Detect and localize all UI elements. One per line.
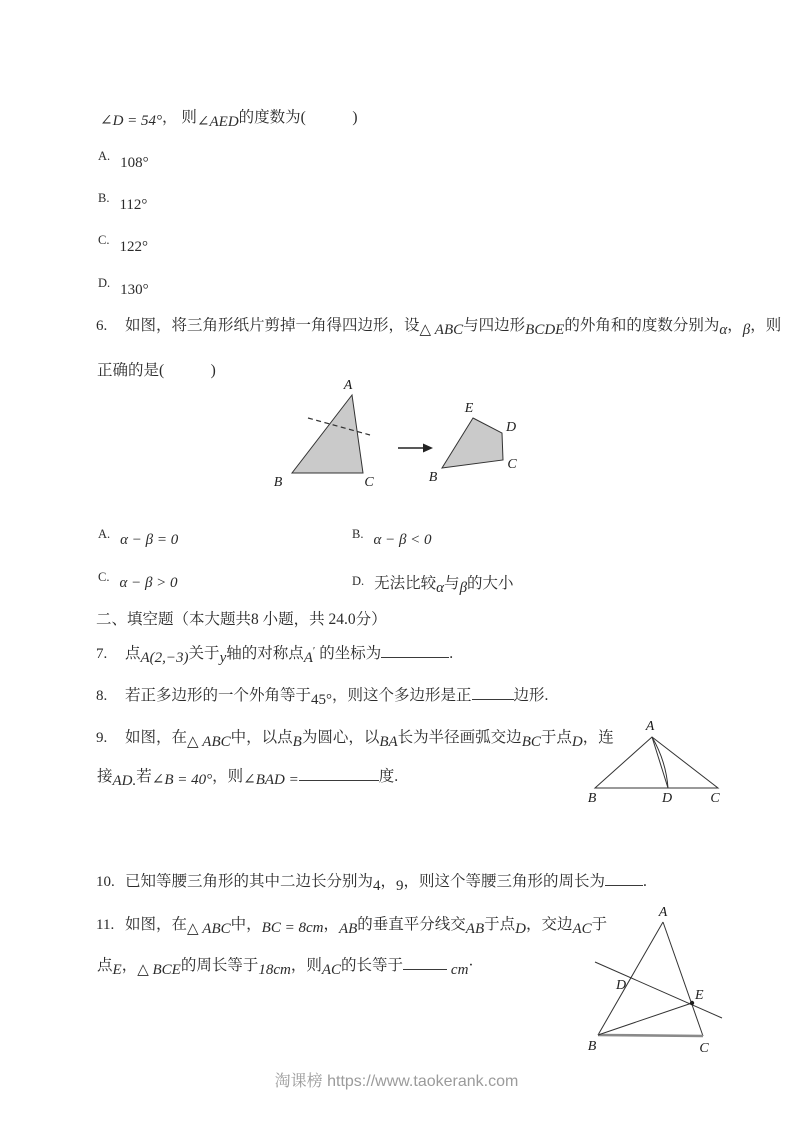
question-number: 10. xyxy=(96,874,115,890)
option-value xyxy=(119,571,178,591)
text-segment: 已知等腰三角形的其中二边长分别为 xyxy=(125,873,374,890)
text-segment: 边形. xyxy=(513,687,549,704)
option-label: A. xyxy=(98,149,111,163)
math-segment: △ ABC xyxy=(187,921,231,937)
option-label: C. xyxy=(98,570,110,584)
math-segment: 130° xyxy=(120,282,149,298)
text-segment: 长为半径画弧交边 xyxy=(397,729,522,746)
question-text xyxy=(125,729,614,750)
question-11-line-1 xyxy=(96,912,608,937)
option-value xyxy=(120,528,179,548)
side-ab xyxy=(598,922,663,1035)
math-segment: △ ABC xyxy=(419,322,464,338)
text-segment: ，连 xyxy=(582,729,614,746)
math-segment: ∠B = 40° xyxy=(151,772,213,788)
math-segment: BC = 8cm xyxy=(261,920,324,936)
math-segment: 4 xyxy=(373,878,381,894)
math-segment: α xyxy=(719,322,728,338)
segment-ad xyxy=(652,737,668,788)
math-segment: ∠BAD = xyxy=(243,772,299,788)
arrow-head-icon xyxy=(423,444,433,453)
text-segment: 若正多边形的一个外角等于 xyxy=(125,687,312,704)
math-segment: α − β < 0 xyxy=(373,532,432,548)
text-segment: 的外角和的度数分别为 xyxy=(564,317,720,334)
question-number: 9. xyxy=(96,730,108,746)
vertex-label-a: A xyxy=(658,905,668,920)
math-segment: △ BCE xyxy=(137,962,181,978)
text-segment: 与四边形 xyxy=(463,317,526,334)
segment-be xyxy=(598,1003,692,1035)
text-segment: 点 xyxy=(97,957,113,974)
answer-blank xyxy=(605,870,643,886)
text-segment: 于 xyxy=(591,916,608,933)
text-segment: · xyxy=(468,957,474,974)
text-segment: ， xyxy=(323,916,339,933)
q6-option-c xyxy=(98,571,178,589)
option-label: B. xyxy=(352,527,364,541)
option-value xyxy=(119,234,148,255)
question-8 xyxy=(96,683,549,708)
math-segment: β xyxy=(742,322,751,338)
math-segment: ∠AED xyxy=(196,114,239,130)
option-value xyxy=(374,575,514,596)
text-segment: ，则 xyxy=(290,957,322,974)
vertex-label-a: A xyxy=(343,378,353,393)
vertex-label-b: B xyxy=(273,475,283,490)
vertex-label-a: A xyxy=(645,719,655,734)
math-segment: A(2,−3) xyxy=(140,650,189,666)
option-value xyxy=(120,277,149,298)
question-6-line-1 xyxy=(96,313,782,338)
question-9-line-1 xyxy=(96,725,614,750)
vertex-label-b: B xyxy=(587,1039,597,1054)
math-segment: y xyxy=(219,650,227,666)
q6-option-d xyxy=(352,571,514,596)
math-segment: BA xyxy=(379,734,398,750)
text-segment: 点 xyxy=(125,645,141,662)
text-segment: 的大小 xyxy=(467,575,514,592)
text-segment: 的长等于 xyxy=(341,957,404,974)
math-segment: 9 xyxy=(396,878,404,894)
text-segment: 中， xyxy=(230,916,262,933)
text-segment: ， xyxy=(727,317,743,334)
figure-q6-triangle-to-quadrilateral xyxy=(270,378,522,503)
option-value xyxy=(373,528,432,548)
math-segment: 122° xyxy=(119,239,148,255)
option-label: A. xyxy=(98,527,111,541)
text-segment: 为圆心，以 xyxy=(301,729,380,746)
figure-q11-triangle-with-bisector xyxy=(583,903,745,1066)
question-5-stem-continuation xyxy=(100,105,358,130)
q5-option-a xyxy=(98,149,149,171)
text-segment: 与 xyxy=(444,575,460,592)
text-segment: 的周长等于 xyxy=(180,957,259,974)
text-segment: 如图，在 xyxy=(125,729,188,746)
text-segment: ，则 xyxy=(750,317,782,334)
figure-q11-svg xyxy=(583,903,745,1061)
option-label: D. xyxy=(98,276,111,290)
math-segment: 108° xyxy=(120,155,149,171)
side-ac xyxy=(663,922,703,1036)
q6-option-a xyxy=(98,528,178,546)
question-text xyxy=(125,645,454,666)
site-footer: 淘课榜 https://www.taokerank.com xyxy=(274,1073,519,1090)
answer-blank xyxy=(472,684,514,700)
question-number: 11. xyxy=(96,917,115,933)
text-segment: . xyxy=(449,645,454,662)
option-label: D. xyxy=(352,574,365,588)
text-segment: 的度数为( ) xyxy=(238,109,358,126)
option-label: B. xyxy=(98,191,110,205)
text-segment: 正确的是( ) xyxy=(97,362,216,379)
question-text xyxy=(125,687,549,708)
math-segment: AD. xyxy=(112,773,137,789)
triangle-abc-shape xyxy=(292,395,363,473)
text-segment: 的坐标为 xyxy=(315,645,382,662)
text-segment: 中，以点 xyxy=(230,729,293,746)
math-segment: B xyxy=(292,734,302,750)
question-text xyxy=(125,873,647,894)
vertex-label-b: B xyxy=(587,791,597,806)
text-segment: 若 xyxy=(136,768,152,785)
quadrilateral-bcde-shape xyxy=(442,418,503,468)
question-number: 7. xyxy=(96,646,108,662)
question-7 xyxy=(96,641,454,666)
answer-blank xyxy=(299,765,379,781)
section-2-header: 二、填空题（本大题共8 小题，共 24.0分） xyxy=(96,611,387,628)
option-value xyxy=(119,192,148,213)
text-segment: ，则这个等腰三角形的周长为 xyxy=(403,873,606,890)
math-segment: BCDE xyxy=(525,322,565,338)
text-segment: 于点 xyxy=(484,916,516,933)
text-segment: 的垂直平分线交 xyxy=(357,916,466,933)
math-segment: α − β = 0 xyxy=(120,532,179,548)
question-9-line-2 xyxy=(97,764,399,789)
question-11-line-2 xyxy=(97,953,474,978)
math-segment: AB xyxy=(465,921,485,937)
math-segment: E xyxy=(112,962,122,978)
text-segment: 无法比较 xyxy=(374,575,437,592)
question-text xyxy=(125,317,782,338)
vertex-label-c: C xyxy=(699,1041,709,1056)
option-label: C. xyxy=(98,233,110,247)
q5-option-c xyxy=(98,233,148,255)
math-segment: 18cm xyxy=(258,962,291,978)
answer-blank xyxy=(403,954,447,970)
vertex-label-e: E xyxy=(464,401,474,416)
text-segment: 如图，将三角形纸片剪掉一角得四边形，设 xyxy=(125,317,420,334)
text-segment: ，交边 xyxy=(525,916,573,933)
question-10 xyxy=(96,869,647,894)
math-segment: β xyxy=(459,580,468,596)
q6-option-b xyxy=(352,528,432,546)
math-segment: 45° xyxy=(311,692,333,708)
math-segment: AB xyxy=(338,921,358,937)
text-segment: 轴的对称点 xyxy=(226,645,304,662)
question-number: 6. xyxy=(96,318,108,334)
question-number: 8. xyxy=(96,688,108,704)
text-segment: 于点 xyxy=(540,729,572,746)
side-bc-thick xyxy=(598,1035,703,1036)
math-segment: α − β > 0 xyxy=(119,575,178,591)
figure-q9-triangle-with-arc xyxy=(575,718,743,813)
math-segment: A xyxy=(303,650,313,666)
text-segment: 关于 xyxy=(188,645,220,662)
vertex-label-c2: C xyxy=(507,457,517,472)
math-segment: 112° xyxy=(119,197,148,213)
math-segment: AC xyxy=(321,962,342,978)
math-segment: BC xyxy=(521,734,541,750)
q5-option-d xyxy=(98,276,149,298)
point-label-d: D xyxy=(615,978,627,993)
text-segment: ，则这个多边形是正 xyxy=(332,687,472,704)
answer-blank xyxy=(381,642,449,658)
text-segment: ， xyxy=(380,873,397,890)
math-segment: α xyxy=(436,580,445,596)
q5-option-b xyxy=(98,191,148,213)
math-segment: ′ xyxy=(312,645,316,657)
math-segment: △ ABC xyxy=(187,734,231,750)
math-segment: D xyxy=(571,734,583,750)
vertex-label-c: C xyxy=(364,475,374,490)
math-segment: D xyxy=(515,921,526,937)
figure-q9-svg xyxy=(575,718,743,808)
question-text xyxy=(125,916,608,937)
math-segment: ∠D = 54° xyxy=(100,113,163,129)
text-segment: 如图，在 xyxy=(125,916,188,933)
text-segment: ，则 xyxy=(212,768,244,785)
text-segment: ， 则 xyxy=(162,109,197,126)
text-segment: . xyxy=(643,873,647,890)
math-segment: AC xyxy=(572,921,592,937)
figure-q6-svg xyxy=(270,378,522,498)
text-segment: 度. xyxy=(378,768,399,785)
option-value xyxy=(120,150,149,171)
text-segment: 接 xyxy=(97,768,113,785)
point-e-dot xyxy=(690,1001,694,1005)
vertex-label-b2: B xyxy=(428,470,438,485)
point-label-e: E xyxy=(695,988,704,1003)
vertex-label-d: D xyxy=(661,791,673,806)
question-6-line-2 xyxy=(97,358,216,380)
vertex-label-c: C xyxy=(710,791,720,806)
text-segment: ， xyxy=(121,957,138,974)
math-segment: cm xyxy=(450,962,469,978)
vertex-label-d: D xyxy=(505,420,517,435)
